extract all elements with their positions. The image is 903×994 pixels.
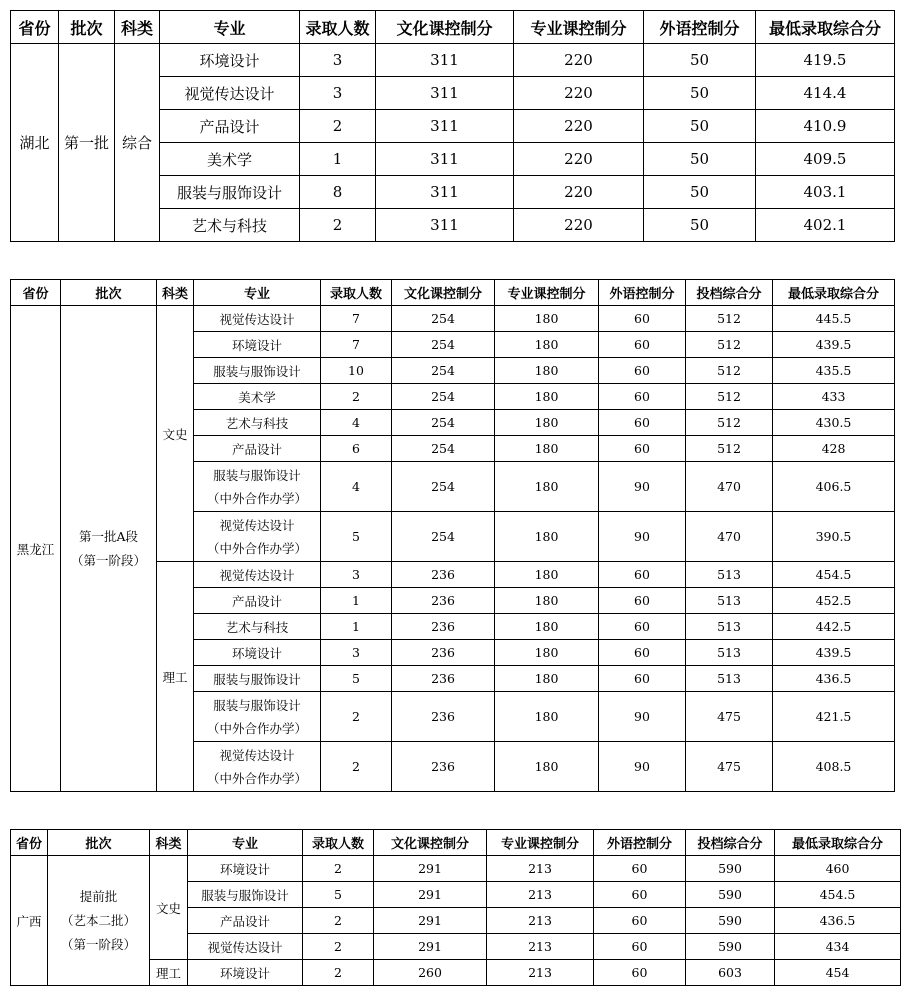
header-cell: 外语控制分 <box>594 830 686 856</box>
header-cell: 最低录取综合分 <box>756 11 895 44</box>
lang-score-cell: 60 <box>594 908 686 934</box>
lang-score-cell: 60 <box>599 562 686 588</box>
major-cell: 美术学 <box>160 143 300 176</box>
pro-score-cell: 220 <box>514 44 644 77</box>
lang-score-cell: 60 <box>594 934 686 960</box>
toudang-score-cell: 512 <box>686 306 773 332</box>
pro-score-cell: 180 <box>495 410 599 436</box>
toudang-score-cell: 513 <box>686 562 773 588</box>
lang-score-cell: 50 <box>644 77 756 110</box>
header-cell: 批次 <box>61 280 157 306</box>
toudang-score-cell: 603 <box>686 960 775 986</box>
count-cell: 5 <box>321 512 392 562</box>
header-cell: 省份 <box>11 11 59 44</box>
culture-score-cell: 254 <box>392 384 495 410</box>
batch-line: 提前批 <box>79 888 118 904</box>
batch-cell: 第一批 <box>59 44 115 242</box>
major-cell: 产品设计 <box>160 110 300 143</box>
major-cell: 环境设计 <box>194 640 321 666</box>
major-cell: 艺术与科技 <box>194 614 321 640</box>
lang-score-cell: 60 <box>599 614 686 640</box>
lang-score-cell: 60 <box>594 960 686 986</box>
major-cell: 环境设计 <box>188 960 303 986</box>
lang-score-cell: 60 <box>599 410 686 436</box>
header-cell: 批次 <box>59 11 115 44</box>
toudang-score-cell: 513 <box>686 640 773 666</box>
toudang-score-cell: 512 <box>686 384 773 410</box>
major-cell: 产品设计 <box>188 908 303 934</box>
toudang-score-cell: 512 <box>686 436 773 462</box>
lang-score-cell: 60 <box>599 588 686 614</box>
lang-score-cell: 60 <box>599 358 686 384</box>
pro-score-cell: 180 <box>495 640 599 666</box>
major-line: 服装与服饰设计 <box>213 697 301 713</box>
header-cell: 文化课控制分 <box>392 280 495 306</box>
culture-score-cell: 260 <box>374 960 487 986</box>
header-cell: 省份 <box>11 280 61 306</box>
category-cell: 文史 <box>150 856 188 960</box>
header-cell: 专业课控制分 <box>487 830 594 856</box>
major-cell: 艺术与科技 <box>160 209 300 242</box>
lang-score-cell: 60 <box>599 640 686 666</box>
province-cell: 广西 <box>11 856 48 986</box>
batch-line: （第一阶段） <box>60 936 136 952</box>
lang-score-cell: 60 <box>599 384 686 410</box>
culture-score-cell: 236 <box>392 640 495 666</box>
lang-score-cell: 60 <box>599 306 686 332</box>
count-cell: 6 <box>321 436 392 462</box>
lang-score-cell: 50 <box>644 110 756 143</box>
major-cell: 环境设计 <box>188 856 303 882</box>
min-score-cell: 454.5 <box>773 562 895 588</box>
culture-score-cell: 311 <box>376 176 514 209</box>
toudang-score-cell: 590 <box>686 934 775 960</box>
pro-score-cell: 180 <box>495 666 599 692</box>
pro-score-cell: 220 <box>514 209 644 242</box>
major-cell: 视觉传达设计 <box>160 77 300 110</box>
min-score-cell: 433 <box>773 384 895 410</box>
lang-score-cell: 90 <box>599 462 686 512</box>
header-cell: 录取人数 <box>303 830 374 856</box>
count-cell: 2 <box>321 692 392 742</box>
count-cell: 5 <box>321 666 392 692</box>
min-score-cell: 454 <box>775 960 901 986</box>
min-score-cell: 419.5 <box>756 44 895 77</box>
count-cell: 2 <box>303 908 374 934</box>
count-cell: 2 <box>321 742 392 792</box>
min-score-cell: 442.5 <box>773 614 895 640</box>
pro-score-cell: 220 <box>514 77 644 110</box>
pro-score-cell: 180 <box>495 614 599 640</box>
pro-score-cell: 220 <box>514 143 644 176</box>
min-score-cell: 428 <box>773 436 895 462</box>
major-line: 视觉传达设计 <box>219 747 295 763</box>
count-cell: 10 <box>321 358 392 384</box>
lang-score-cell: 60 <box>594 856 686 882</box>
culture-score-cell: 311 <box>376 143 514 176</box>
header-cell: 批次 <box>48 830 150 856</box>
major-cell: 环境设计 <box>194 332 321 358</box>
major-cell: 产品设计 <box>194 588 321 614</box>
min-score-cell: 390.5 <box>773 512 895 562</box>
culture-score-cell: 291 <box>374 882 487 908</box>
pro-score-cell: 220 <box>514 176 644 209</box>
count-cell: 7 <box>321 306 392 332</box>
pro-score-cell: 213 <box>487 908 594 934</box>
category-cell: 文史 <box>157 306 194 562</box>
culture-score-cell: 291 <box>374 856 487 882</box>
culture-score-cell: 311 <box>376 110 514 143</box>
major-cell: 服装与服饰设计 <box>188 882 303 908</box>
major-line: 服装与服饰设计 <box>213 467 301 483</box>
category-cell: 理工 <box>157 562 194 792</box>
major-cell <box>194 742 321 792</box>
major-cell: 视觉传达设计 <box>188 934 303 960</box>
min-score-cell: 460 <box>775 856 901 882</box>
major-cell <box>194 462 321 512</box>
pro-score-cell: 180 <box>495 512 599 562</box>
toudang-score-cell: 513 <box>686 666 773 692</box>
pro-score-cell: 180 <box>495 692 599 742</box>
min-score-cell: 452.5 <box>773 588 895 614</box>
culture-score-cell: 236 <box>392 742 495 792</box>
header-cell: 外语控制分 <box>599 280 686 306</box>
major-cell: 环境设计 <box>160 44 300 77</box>
lang-score-cell: 50 <box>644 44 756 77</box>
lang-score-cell: 50 <box>644 176 756 209</box>
count-cell: 2 <box>303 934 374 960</box>
min-score-cell: 439.5 <box>773 640 895 666</box>
pro-score-cell: 180 <box>495 562 599 588</box>
admission-table-guangxi <box>10 829 901 986</box>
major-cell: 艺术与科技 <box>194 410 321 436</box>
count-cell: 4 <box>321 462 392 512</box>
min-score-cell: 454.5 <box>775 882 901 908</box>
header-row <box>11 11 895 44</box>
toudang-score-cell: 590 <box>686 856 775 882</box>
culture-score-cell: 236 <box>392 692 495 742</box>
header-cell: 专业课控制分 <box>495 280 599 306</box>
header-cell: 录取人数 <box>300 11 376 44</box>
province-cell: 湖北 <box>11 44 59 242</box>
count-cell: 2 <box>303 856 374 882</box>
batch-cell <box>61 306 157 792</box>
lang-score-cell: 60 <box>599 436 686 462</box>
culture-score-cell: 311 <box>376 77 514 110</box>
culture-score-cell: 311 <box>376 209 514 242</box>
lang-score-cell: 60 <box>599 332 686 358</box>
header-cell: 科类 <box>115 11 160 44</box>
toudang-score-cell: 475 <box>686 742 773 792</box>
major-line: （中外合作办学） <box>206 770 307 786</box>
pro-score-cell: 213 <box>487 960 594 986</box>
lang-score-cell: 60 <box>594 882 686 908</box>
pro-score-cell: 180 <box>495 436 599 462</box>
culture-score-cell: 291 <box>374 908 487 934</box>
min-score-cell: 408.5 <box>773 742 895 792</box>
lang-score-cell: 50 <box>644 209 756 242</box>
pro-score-cell: 180 <box>495 306 599 332</box>
pro-score-cell: 180 <box>495 358 599 384</box>
category-cell: 理工 <box>150 960 188 986</box>
min-score-cell: 406.5 <box>773 462 895 512</box>
toudang-score-cell: 470 <box>686 462 773 512</box>
admission-table-hubei <box>10 10 895 242</box>
toudang-score-cell: 512 <box>686 332 773 358</box>
toudang-score-cell: 470 <box>686 512 773 562</box>
min-score-cell: 402.1 <box>756 209 895 242</box>
min-score-cell: 436.5 <box>775 908 901 934</box>
pro-score-cell: 180 <box>495 742 599 792</box>
count-cell: 4 <box>321 410 392 436</box>
table-row <box>11 44 895 77</box>
header-cell: 录取人数 <box>321 280 392 306</box>
culture-score-cell: 236 <box>392 666 495 692</box>
major-cell: 服装与服饰设计 <box>194 358 321 384</box>
header-cell: 最低录取综合分 <box>773 280 895 306</box>
culture-score-cell: 236 <box>392 588 495 614</box>
major-cell: 视觉传达设计 <box>194 562 321 588</box>
header-cell: 文化课控制分 <box>374 830 487 856</box>
count-cell: 2 <box>321 384 392 410</box>
min-score-cell: 421.5 <box>773 692 895 742</box>
culture-score-cell: 254 <box>392 512 495 562</box>
major-line: 视觉传达设计 <box>219 517 295 533</box>
culture-score-cell: 236 <box>392 562 495 588</box>
batch-cell <box>48 856 150 986</box>
count-cell: 5 <box>303 882 374 908</box>
lang-score-cell: 90 <box>599 742 686 792</box>
major-cell: 美术学 <box>194 384 321 410</box>
toudang-score-cell: 590 <box>686 908 775 934</box>
count-cell: 2 <box>300 110 376 143</box>
toudang-score-cell: 512 <box>686 358 773 384</box>
pro-score-cell: 180 <box>495 384 599 410</box>
toudang-score-cell: 513 <box>686 588 773 614</box>
batch-line: 第一批A段 <box>78 528 139 544</box>
header-cell: 文化课控制分 <box>376 11 514 44</box>
culture-score-cell: 291 <box>374 934 487 960</box>
toudang-score-cell: 590 <box>686 882 775 908</box>
count-cell: 2 <box>300 209 376 242</box>
pro-score-cell: 213 <box>487 882 594 908</box>
header-cell: 专业 <box>160 11 300 44</box>
count-cell: 2 <box>303 960 374 986</box>
category-cell: 综合 <box>115 44 160 242</box>
culture-score-cell: 236 <box>392 614 495 640</box>
header-cell: 最低录取综合分 <box>775 830 901 856</box>
culture-score-cell: 254 <box>392 332 495 358</box>
header-cell: 专业 <box>188 830 303 856</box>
table-row <box>11 856 901 882</box>
culture-score-cell: 254 <box>392 436 495 462</box>
count-cell: 3 <box>300 44 376 77</box>
batch-line: （第一阶段） <box>70 552 146 568</box>
header-row <box>11 830 901 856</box>
count-cell: 3 <box>321 562 392 588</box>
major-line: （中外合作办学） <box>206 490 307 506</box>
culture-score-cell: 254 <box>392 358 495 384</box>
count-cell: 3 <box>300 77 376 110</box>
culture-score-cell: 311 <box>376 44 514 77</box>
min-score-cell: 435.5 <box>773 358 895 384</box>
min-score-cell: 434 <box>775 934 901 960</box>
header-cell: 省份 <box>11 830 48 856</box>
province-cell: 黑龙江 <box>11 306 61 792</box>
pro-score-cell: 220 <box>514 110 644 143</box>
header-cell: 外语控制分 <box>644 11 756 44</box>
count-cell: 8 <box>300 176 376 209</box>
count-cell: 1 <box>300 143 376 176</box>
count-cell: 3 <box>321 640 392 666</box>
toudang-score-cell: 512 <box>686 410 773 436</box>
header-cell: 科类 <box>157 280 194 306</box>
major-cell <box>194 692 321 742</box>
table-row <box>11 306 895 332</box>
lang-score-cell: 90 <box>599 512 686 562</box>
major-line: （中外合作办学） <box>206 720 307 736</box>
header-cell: 投档综合分 <box>686 830 775 856</box>
pro-score-cell: 180 <box>495 332 599 358</box>
major-cell: 服装与服饰设计 <box>160 176 300 209</box>
header-row <box>11 280 895 306</box>
toudang-score-cell: 513 <box>686 614 773 640</box>
culture-score-cell: 254 <box>392 410 495 436</box>
header-cell: 科类 <box>150 830 188 856</box>
min-score-cell: 445.5 <box>773 306 895 332</box>
major-line: （中外合作办学） <box>206 540 307 556</box>
culture-score-cell: 254 <box>392 462 495 512</box>
major-cell: 视觉传达设计 <box>194 306 321 332</box>
header-cell: 投档综合分 <box>686 280 773 306</box>
min-score-cell: 430.5 <box>773 410 895 436</box>
admission-table-heilongjiang <box>10 279 895 792</box>
pro-score-cell: 180 <box>495 588 599 614</box>
lang-score-cell: 90 <box>599 692 686 742</box>
min-score-cell: 409.5 <box>756 143 895 176</box>
min-score-cell: 410.9 <box>756 110 895 143</box>
count-cell: 1 <box>321 614 392 640</box>
min-score-cell: 403.1 <box>756 176 895 209</box>
min-score-cell: 436.5 <box>773 666 895 692</box>
header-cell: 专业课控制分 <box>514 11 644 44</box>
major-cell <box>194 512 321 562</box>
toudang-score-cell: 475 <box>686 692 773 742</box>
pro-score-cell: 180 <box>495 462 599 512</box>
header-cell: 专业 <box>194 280 321 306</box>
count-cell: 7 <box>321 332 392 358</box>
lang-score-cell: 60 <box>599 666 686 692</box>
pro-score-cell: 213 <box>487 856 594 882</box>
culture-score-cell: 254 <box>392 306 495 332</box>
lang-score-cell: 50 <box>644 143 756 176</box>
pro-score-cell: 213 <box>487 934 594 960</box>
batch-line: （艺本二批） <box>60 912 136 928</box>
major-cell: 服装与服饰设计 <box>194 666 321 692</box>
count-cell: 1 <box>321 588 392 614</box>
min-score-cell: 439.5 <box>773 332 895 358</box>
major-cell: 产品设计 <box>194 436 321 462</box>
min-score-cell: 414.4 <box>756 77 895 110</box>
